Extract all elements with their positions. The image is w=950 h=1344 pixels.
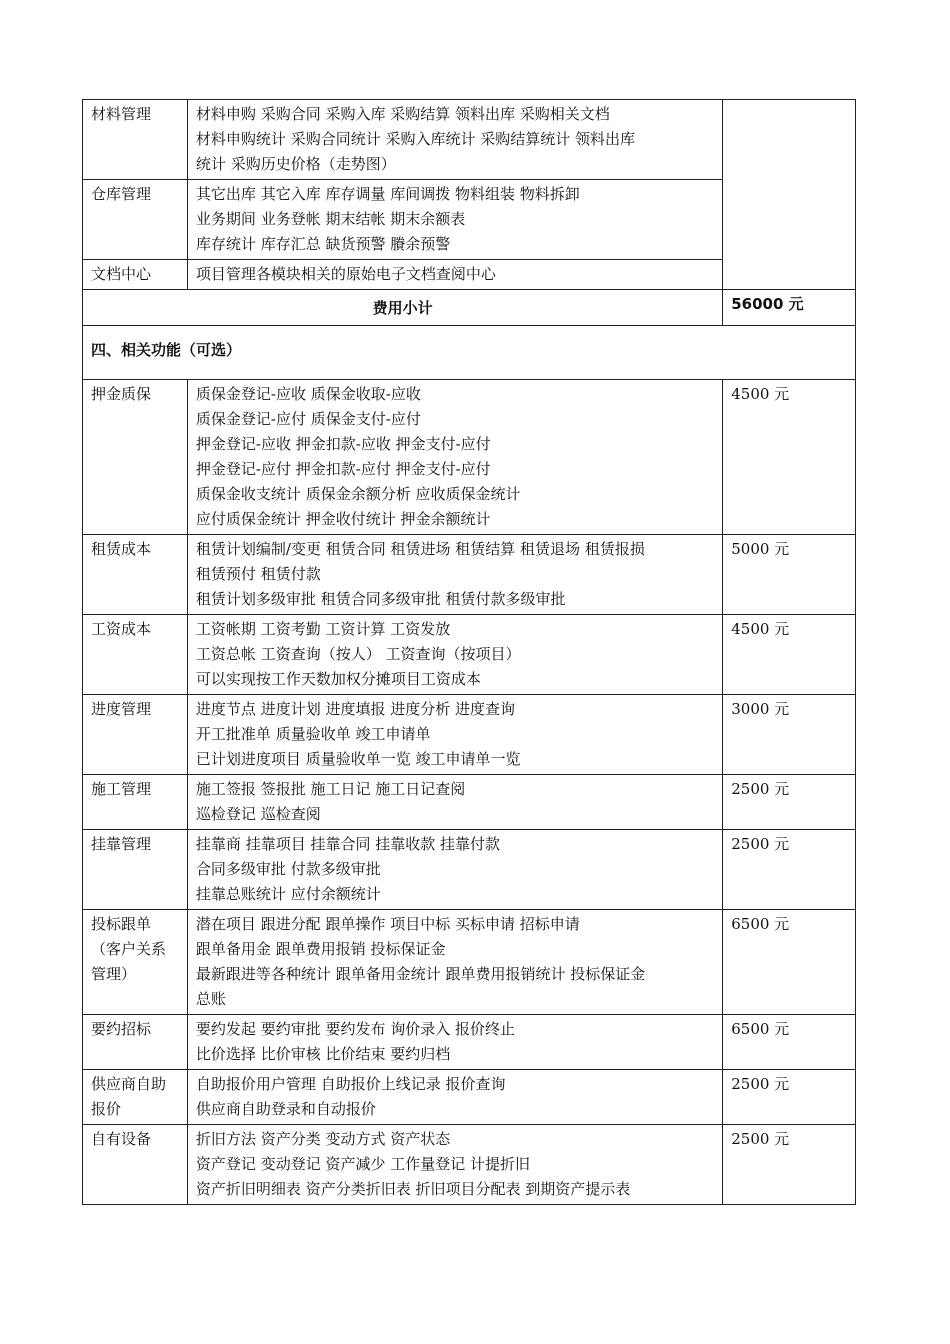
table-row <box>83 910 856 1015</box>
module-price: 2500 元 <box>723 1070 856 1125</box>
feature-line: 进度节点 进度计划 进度填报 进度分析 进度查询 <box>195 700 515 718</box>
module-name: 要约招标 <box>83 1015 188 1070</box>
module-price: 2500 元 <box>723 830 856 910</box>
module-name: 押金质保 <box>83 380 188 535</box>
feature-line: 质保金收支统计 质保金余额分析 应收质保金统计 <box>195 485 521 503</box>
module-features <box>187 695 722 775</box>
table-row <box>83 615 856 695</box>
feature-line: 业务期间 业务登帐 期末结帐 期末余额表 <box>195 210 466 228</box>
feature-line: 已计划进度项目 质量验收单一览 竣工申请单一览 <box>195 750 521 768</box>
feature-line: 最新跟进等各种统计 跟单备用金统计 跟单费用报销统计 投标保证金 <box>195 965 646 983</box>
feature-line: 押金登记-应收 押金扣款-应收 押金支付-应付 <box>195 435 491 453</box>
subtotal-label: 费用小计 <box>83 290 723 326</box>
module-features <box>187 100 722 180</box>
module-price: 3000 元 <box>723 695 856 775</box>
module-features <box>187 1015 722 1070</box>
table-row <box>83 830 856 910</box>
module-price: 2500 元 <box>723 775 856 830</box>
module-name: 仓库管理 <box>83 180 188 260</box>
table-row <box>83 535 856 615</box>
table-row <box>83 1070 856 1125</box>
module-price: 6500 元 <box>723 1015 856 1070</box>
feature-line: 挂靠商 挂靠项目 挂靠合同 挂靠收款 挂靠付款 <box>195 835 500 853</box>
table-row <box>83 380 856 535</box>
table-row <box>83 775 856 830</box>
feature-line: 潜在项目 跟进分配 跟单操作 项目中标 买标申请 招标申请 <box>195 915 580 933</box>
feature-line: 工资帐期 工资考勤 工资计算 工资发放 <box>195 620 451 638</box>
module-features <box>187 1125 722 1205</box>
feature-line: 总账 <box>195 990 226 1008</box>
feature-line: 跟单备用金 跟单费用报销 投标保证金 <box>195 940 446 958</box>
feature-line: 项目管理各模块相关的原始电子文档查阅中心 <box>195 265 496 283</box>
feature-line: 要约发起 要约审批 要约发布 询价录入 报价终止 <box>195 1020 515 1038</box>
feature-line: 折旧方法 资产分类 变动方式 资产状态 <box>195 1130 451 1148</box>
table-row <box>83 1125 856 1205</box>
module-features <box>187 380 722 535</box>
feature-line: 租赁预付 租赁付款 <box>195 565 321 583</box>
pricing-table-body <box>83 100 856 1205</box>
feature-line: 施工签报 签报批 施工日记 施工日记查阅 <box>195 780 466 798</box>
module-price: 4500 元 <box>723 380 856 535</box>
module-price <box>723 100 856 290</box>
module-name: 投标跟单（客户关系管理） <box>83 910 188 1015</box>
subtotal-row <box>83 290 856 326</box>
feature-line: 库存统计 库存汇总 缺货预警 賸余预警 <box>195 235 451 253</box>
feature-line: 质保金登记-应收 质保金收取-应收 <box>195 385 421 403</box>
feature-line: 租赁计划多级审批 租赁合同多级审批 租赁付款多级审批 <box>195 590 566 608</box>
table-row <box>83 695 856 775</box>
section-title: 四、相关功能（可选） <box>83 326 856 380</box>
feature-line: 租赁计划编制/变更 租赁合同 租赁进场 租赁结算 租赁退场 租赁报损 <box>195 540 645 558</box>
feature-line: 资产登记 变动登记 资产减少 工作量登记 计提折旧 <box>195 1155 530 1173</box>
module-features <box>187 260 722 290</box>
feature-line: 资产折旧明细表 资产分类折旧表 折旧项目分配表 到期资产提示表 <box>195 1180 631 1198</box>
feature-line: 巡检登记 巡检查阅 <box>195 805 321 823</box>
module-name: 自有设备 <box>83 1125 188 1205</box>
feature-line: 材料申购统计 采购合同统计 采购入库统计 采购结算统计 领料出库 <box>195 130 635 148</box>
module-price: 4500 元 <box>723 615 856 695</box>
feature-line: 比价选择 比价审核 比价结束 要约归档 <box>195 1045 451 1063</box>
feature-line: 可以实现按工作天数加权分摊项目工资成本 <box>195 670 481 688</box>
module-name: 进度管理 <box>83 695 188 775</box>
subtotal-value: 56000 元 <box>723 290 856 326</box>
module-price: 5000 元 <box>723 535 856 615</box>
feature-line: 材料申购 采购合同 采购入库 采购结算 领料出库 采购相关文档 <box>195 105 610 123</box>
feature-line: 其它出库 其它入库 库存调量 库间调拨 物料组装 物料拆卸 <box>195 185 580 203</box>
section-heading-row <box>83 326 856 380</box>
module-name: 工资成本 <box>83 615 188 695</box>
feature-line: 开工批准单 质量验收单 竣工申请单 <box>195 725 431 743</box>
module-features <box>187 615 722 695</box>
pricing-table <box>82 99 856 1205</box>
feature-line: 合同多级审批 付款多级审批 <box>195 860 381 878</box>
table-row <box>83 100 856 180</box>
module-features <box>187 180 722 260</box>
module-name: 材料管理 <box>83 100 188 180</box>
module-name: 租赁成本 <box>83 535 188 615</box>
module-name: 挂靠管理 <box>83 830 188 910</box>
module-price: 2500 元 <box>723 1125 856 1205</box>
module-features <box>187 910 722 1015</box>
module-features <box>187 535 722 615</box>
feature-line: 应付质保金统计 押金收付统计 押金余额统计 <box>195 510 491 528</box>
feature-line: 质保金登记-应付 质保金支付-应付 <box>195 410 421 428</box>
feature-line: 押金登记-应付 押金扣款-应付 押金支付-应付 <box>195 460 491 478</box>
module-name: 供应商自助报价 <box>83 1070 188 1125</box>
feature-line: 统计 采购历史价格（走势图） <box>195 155 396 173</box>
feature-line: 工资总帐 工资查询（按人） 工资查询（按项目） <box>195 645 521 663</box>
feature-line: 自助报价用户管理 自助报价上线记录 报价查询 <box>195 1075 506 1093</box>
module-name: 施工管理 <box>83 775 188 830</box>
module-features <box>187 1070 722 1125</box>
table-row <box>83 1015 856 1070</box>
module-name: 文档中心 <box>83 260 188 290</box>
feature-line: 供应商自助登录和自动报价 <box>195 1100 376 1118</box>
module-price: 6500 元 <box>723 910 856 1015</box>
module-features <box>187 775 722 830</box>
feature-line: 挂靠总账统计 应付余额统计 <box>195 885 381 903</box>
module-features <box>187 830 722 910</box>
